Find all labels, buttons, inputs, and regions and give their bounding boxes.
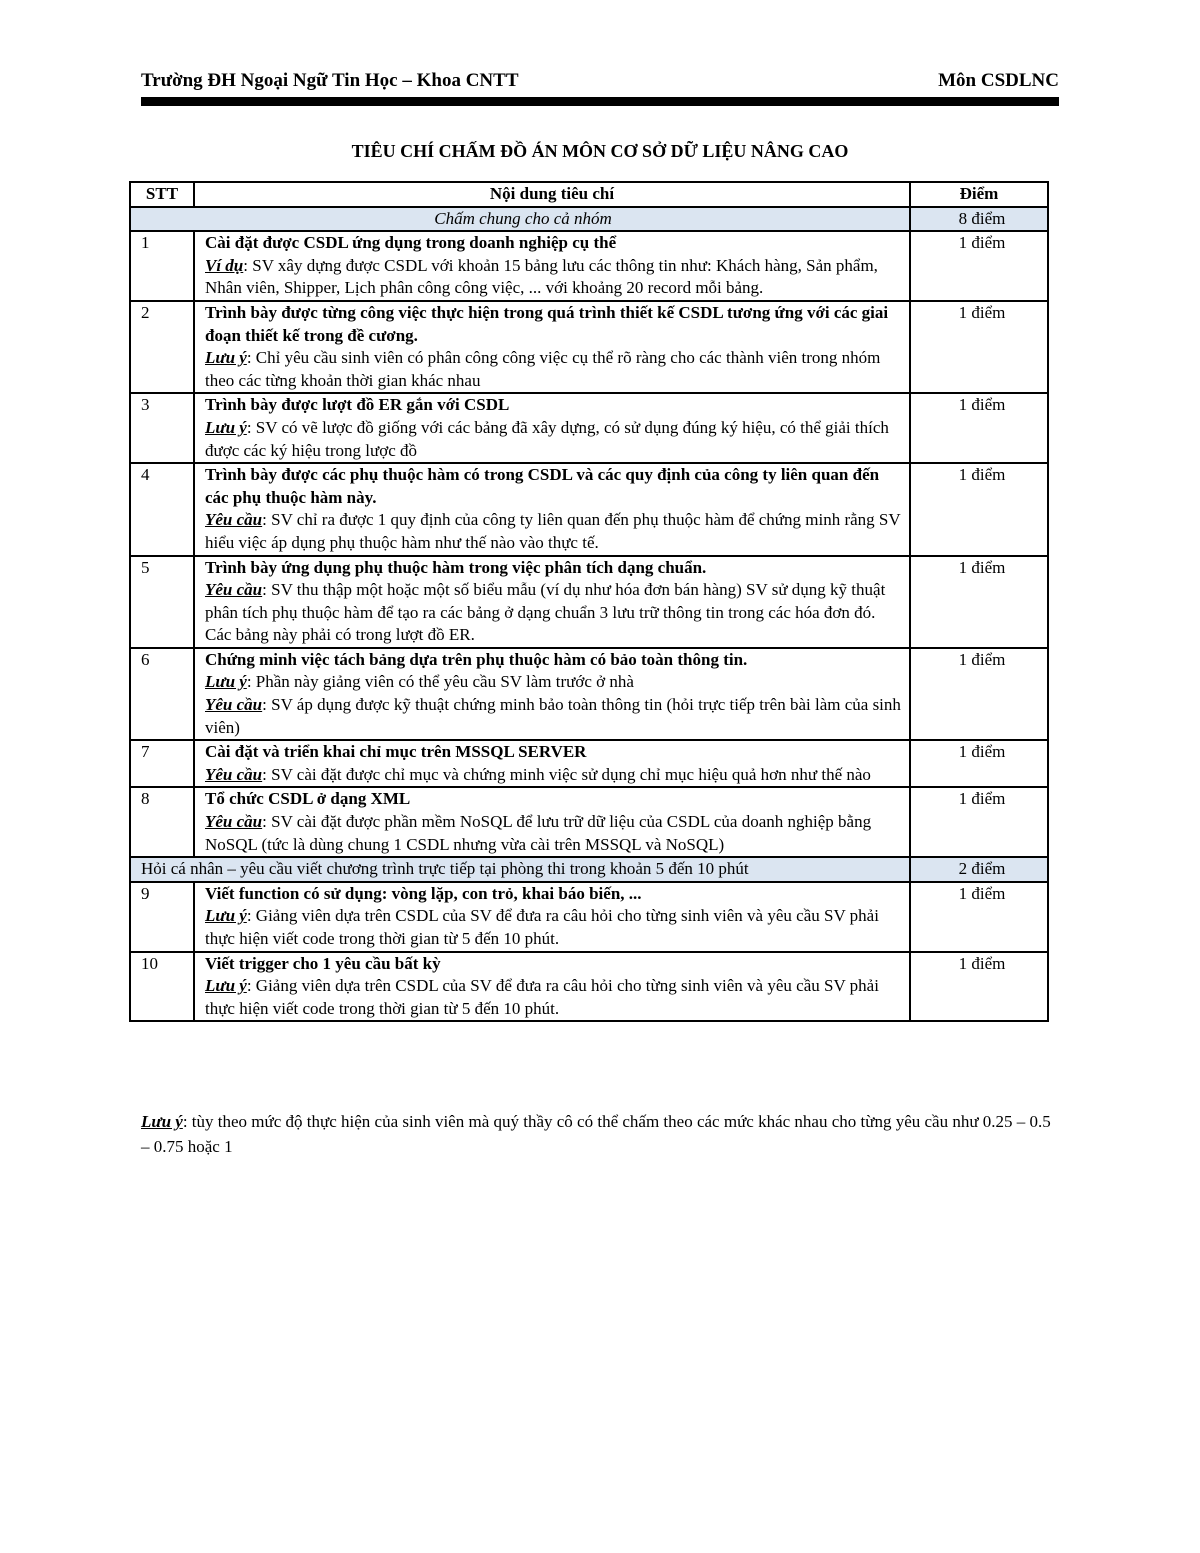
note-label: Yêu cầu xyxy=(205,812,263,832)
header-stt: STT xyxy=(130,182,194,207)
row-content xyxy=(194,882,910,952)
group-label: Chấm chung cho cả nhóm xyxy=(130,207,910,232)
note-text: : Chỉ yêu cầu sinh viên có phân công công việc cụ thể rõ ràng cho các thành viên trong nhóm theo các từng khoản thời gian khác nhau xyxy=(205,348,881,390)
row-stt: 2 xyxy=(130,301,194,393)
criterion-title: Tổ chức CSDL ở dạng XML xyxy=(205,789,411,809)
row-content xyxy=(194,648,910,740)
row-stt: 3 xyxy=(130,393,194,463)
table-row xyxy=(130,740,1048,787)
table-row xyxy=(130,463,1048,555)
criterion-note xyxy=(205,905,905,950)
group-score: 8 điểm xyxy=(910,207,1048,232)
header-content: Nội dung tiêu chí xyxy=(194,182,910,207)
row-score: 1 điểm xyxy=(910,787,1048,857)
table-row xyxy=(130,648,1048,740)
criteria-table xyxy=(129,181,1049,1022)
footer-note xyxy=(141,1109,1051,1159)
table-row xyxy=(130,393,1048,463)
table-row xyxy=(130,556,1048,648)
criterion-title: Trình bày được lượt đồ ER gắn với CSDL xyxy=(205,395,510,415)
criterion-title: Trình bày ứng dụng phụ thuộc hàm trong việc phân tích dạng chuẩn. xyxy=(205,557,707,577)
note-label: Lưu ý xyxy=(205,672,247,692)
note-text: : SV thu thập một hoặc một số biểu mẫu (ví dụ như hóa đơn bán hàng) SV sử dụng kỹ thuật phân tích phụ thuộc hàm để tạo ra các bảng ở dạng chuẩn 3 lưu trữ thông tin trong các hóa đơn đó. Các bảng này phải có trong lượt đồ ER. xyxy=(205,580,886,645)
group-score: 2 điểm xyxy=(910,857,1048,882)
row-score: 1 điểm xyxy=(910,231,1048,301)
footer-note-label: Lưu ý xyxy=(141,1112,183,1131)
row-stt: 10 xyxy=(130,952,194,1022)
row-content xyxy=(194,231,910,301)
row-stt: 9 xyxy=(130,882,194,952)
header-rule xyxy=(141,97,1059,106)
note-text: : SV cài đặt được chỉ mục và chứng minh việc sử dụng chỉ mục hiệu quả hơn như thế nào xyxy=(262,764,871,784)
criterion-note xyxy=(205,417,905,462)
note-label: Lưu ý xyxy=(205,417,247,437)
row-content xyxy=(194,463,910,555)
table-row xyxy=(130,301,1048,393)
row-content xyxy=(194,952,910,1022)
criterion-title: Chứng minh việc tách bảng dựa trên phụ thuộc hàm có bảo toàn thông tin. xyxy=(205,649,748,669)
criterion-title: Viết trigger cho 1 yêu cầu bất kỳ xyxy=(205,953,441,973)
footer-note-text: : tùy theo mức độ thực hiện của sinh viên mà quý thầy cô có thể chấm theo các mức khác nhau cho từng yêu cầu như 0.25 – 0.5 – 0.75 hoặc 1 xyxy=(141,1112,1051,1156)
note-text: : SV chỉ ra được 1 quy định của công ty liên quan đến phụ thuộc hàm để chứng minh rằng SV hiểu việc áp dụng phụ thuộc hàm như thế nào vào thực tế. xyxy=(205,510,901,552)
row-content xyxy=(194,787,910,857)
note-label: Lưu ý xyxy=(205,976,247,996)
row-content xyxy=(194,556,910,648)
criterion-note xyxy=(205,811,905,856)
row-stt: 7 xyxy=(130,740,194,787)
note-label: Lưu ý xyxy=(205,906,247,926)
row-score: 1 điểm xyxy=(910,648,1048,740)
note-text: : SV có vẽ lược đồ giống với các bảng đã xây dựng, có sử dụng đúng ký hiệu, có thể giải thích được các ký hiệu trong lược đồ xyxy=(205,417,889,460)
row-content xyxy=(194,393,910,463)
page-header xyxy=(141,70,1059,96)
criterion-title: Cài đặt và triển khai chỉ mục trên MSSQL SERVER xyxy=(205,742,587,762)
note-label: Ví dụ xyxy=(205,255,244,275)
header-course: Môn CSDLNC xyxy=(938,70,1059,91)
row-score: 1 điểm xyxy=(910,882,1048,952)
group-row xyxy=(130,207,1048,232)
table-row xyxy=(130,231,1048,301)
header-score: Điểm xyxy=(910,182,1048,207)
note-label: Yêu cầu xyxy=(205,510,263,530)
criterion-note xyxy=(205,509,905,554)
criterion-note xyxy=(205,579,905,647)
header-school: Trường ĐH Ngoại Ngữ Tin Học – Khoa CNTT xyxy=(141,70,519,91)
row-score: 1 điểm xyxy=(910,952,1048,1022)
group-row xyxy=(130,857,1048,882)
group-label: Hỏi cá nhân – yêu cầu viết chương trình trực tiếp tại phòng thi trong khoản 5 đến 10 phút xyxy=(130,857,910,882)
note-text: : Phần này giảng viên có thể yêu cầu SV làm trước ở nhà xyxy=(246,672,634,692)
criteria-body xyxy=(130,207,1048,1022)
criterion-note xyxy=(205,975,905,1020)
row-stt: 1 xyxy=(130,231,194,301)
note-text: : SV xây dựng được CSDL với khoản 15 bảng lưu các thông tin như: Khách hàng, Sản phẩm, Nhân viên, Shipper, Lịch phân công công việc, ... với khoảng 20 record mỗi bảng. xyxy=(205,255,878,298)
note-text: : Giảng viên dựa trên CSDL của SV để đưa ra câu hỏi cho từng sinh viên và yêu cầu SV phải thực hiện viết code trong thời gian từ 5 đến 10 phút. xyxy=(205,906,879,948)
criterion-note xyxy=(205,347,905,392)
row-stt: 5 xyxy=(130,556,194,648)
row-score: 1 điểm xyxy=(910,463,1048,555)
note-text: : Giảng viên dựa trên CSDL của SV để đưa ra câu hỏi cho từng sinh viên và yêu cầu SV phải thực hiện viết code trong thời gian từ 5 đến 10 phút. xyxy=(205,976,879,1018)
row-score: 1 điểm xyxy=(910,301,1048,393)
table-row xyxy=(130,787,1048,857)
criterion-title: Trình bày được từng công việc thực hiện trong quá trình thiết kế CSDL tương ứng với các giai đoạn thiết kế trong đề cương. xyxy=(205,302,889,345)
document-title: TIÊU CHÍ CHẤM ĐỒ ÁN MÔN CƠ SỞ DỮ LIỆU NÂNG CAO xyxy=(351,141,849,161)
criterion-title: Viết function có sử dụng: vòng lặp, con trỏ, khai báo biến, ... xyxy=(205,883,642,903)
row-stt: 4 xyxy=(130,463,194,555)
criterion-note xyxy=(205,694,905,739)
table-header-row xyxy=(130,182,1048,207)
note-text: : SV áp dụng được kỹ thuật chứng minh bảo toàn thông tin (hỏi trực tiếp trên bài làm của sinh viên) xyxy=(205,695,901,737)
note-label: Lưu ý xyxy=(205,348,247,368)
row-stt: 6 xyxy=(130,648,194,740)
row-stt: 8 xyxy=(130,787,194,857)
note-text: : SV cài đặt được phần mềm NoSQL để lưu trữ dữ liệu của CSDL của doanh nghiệp bằng NoSQL (tức là dùng chung 1 CSDL nhưng vừa cài trên MSSQL và NoSQL) xyxy=(205,812,872,854)
note-label: Yêu cầu xyxy=(205,580,263,600)
criterion-note xyxy=(205,671,905,694)
table-row xyxy=(130,882,1048,952)
row-score: 1 điểm xyxy=(910,740,1048,787)
row-score: 1 điểm xyxy=(910,556,1048,648)
criterion-title: Cài đặt được CSDL ứng dụng trong doanh nghiệp cụ thể xyxy=(205,233,617,253)
note-label: Yêu cầu xyxy=(205,764,263,784)
criterion-note xyxy=(205,255,905,300)
row-score: 1 điểm xyxy=(910,393,1048,463)
note-label: Yêu cầu xyxy=(205,695,263,715)
table-row xyxy=(130,952,1048,1022)
row-content xyxy=(194,301,910,393)
row-content xyxy=(194,740,910,787)
criterion-note xyxy=(205,764,905,787)
criterion-title: Trình bày được các phụ thuộc hàm có trong CSDL và các quy định của công ty liên quan đến các phụ thuộc hàm này. xyxy=(205,465,880,507)
